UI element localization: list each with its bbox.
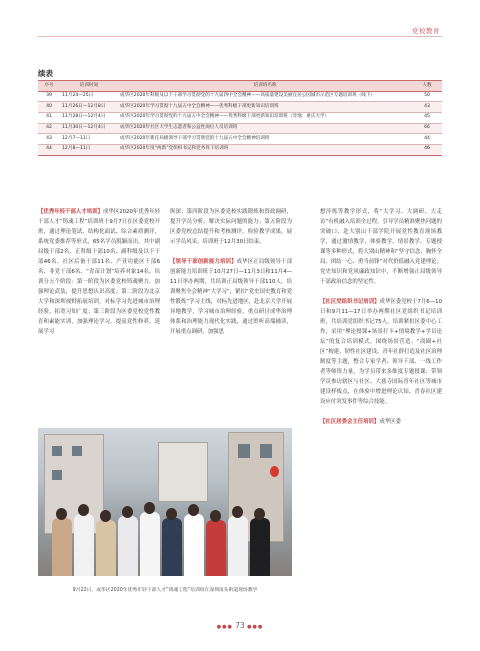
row-index: 44 <box>38 144 60 155</box>
row-date: 12月7—11日 <box>60 134 118 145</box>
group-photo <box>38 428 292 576</box>
section-heading-young-cadres: 【优秀年轻干部人才培训】 <box>38 209 103 215</box>
table-continued-label: 续表 <box>38 69 53 78</box>
table-row <box>38 91 442 102</box>
training-table <box>38 80 442 156</box>
table-row <box>38 134 442 145</box>
section-heading-community-director: 【社区居委会主任培训】 <box>320 419 380 425</box>
page-number-text: 73 <box>235 621 245 630</box>
paragraph-innovation-continued: 想淬炼等教学形式，将“大学习、大调研、大走访”有机融入培训全过程，引导学员精准聚焦问题的突破口；赴大别山干部学院开展党性教育现场教学，通过激情教学、体验教学、情景教学、专题授课等多种形式，将大别山精神和“坚守信念、胸怀全局、团结一心、勇当前锋”对代价值融入党建理论、党史知识和党风廉政知识中，不断增强正局级领导干部政治信念的坚定性。 <box>320 209 442 285</box>
row-index: 43 <box>38 134 60 145</box>
row-date: 11月30日—12月4日 <box>60 123 118 134</box>
paragraph-community-director: 成华区委 <box>379 419 401 425</box>
row-count: 43 <box>412 102 442 113</box>
row-index: 42 <box>38 123 60 134</box>
row-date: 11月28日—12月4日 <box>60 112 118 123</box>
section-tag: 党校教育 <box>412 27 440 35</box>
paragraph-young-cadres-continued: 纵深；第四阶段为区委党校实践锻炼和资政调研，提升学员分析、解决实际问题的能力；第五阶段为区委党校总结提升和考核测评，检验教学成果，展示学员风采。培训班于12月30日结束。 <box>170 209 292 245</box>
row-index: 41 <box>38 112 60 123</box>
section-heading-innovation: 【领导干部创新能力培训】 <box>170 259 237 265</box>
row-class-name: 成华区2020年新任局级领导干部学习贯彻党的十九届五中全会精神培训班 <box>118 134 412 145</box>
paragraph-community-secretary: 成华区委党校于7月6—10日和9月11—17日举办两期社区党组织书记培训班，共培训党组织书记75人。培训紧扣区委中心工作，采用“理论授课+场景打卡+情境教学+学员论坛”的复合培训模式，围绕场景营造、“商圈+社区”构建、韧性社区建设、青年社群打造及社区治理制度等主题，整合专家学者、领导干部、一线工作者等师资力量，为学员带来多维度专题授课；带领学员参访辖区与社区、大慈寺国际青年社区等城市建设样板点，在体验中增进理论认知、青春社区建设应付突发事件等综合技能。 <box>320 299 442 405</box>
row-count: 44 <box>412 134 442 145</box>
article-column-3 <box>320 207 442 607</box>
photo-caption: 9月22日，成华区2020年优秀年轻干部人才“铸魂工程”培训班在深圳南头街道现场教学 <box>72 588 258 593</box>
row-class-name: 成华区2020年社区大学生志愿者和公益性岗位人员培训班 <box>118 123 412 134</box>
article-column-1 <box>38 207 160 419</box>
table-row <box>38 112 442 123</box>
row-count: 50 <box>412 91 442 102</box>
row-date: 11月26日—12月8日 <box>60 102 118 113</box>
row-class-name: 成华区2020年学习贯彻党的十九届五中全会精神——优秀科级干部更新知识培训班（异地：重庆大学） <box>118 112 412 123</box>
header-count: 人数 <box>412 81 442 92</box>
paragraph-young-cadres: 成华区2020年优秀年轻干部人才“铸魂工程”培训班于9月7日在区委党校开班，通过理论笔试、结构化面试、综合素质测评，系统党委推荐等形式，65名学员脱颖而出，其中副局级干部2名、正科级干部10名、副科级及以下干部46名、社区后备干部11名、产业功能区干部6名、非党干部6名、“青苗计划”培养对象14名。培训分五个阶段：第一阶段为区委党校铸魂聚力，加强理论武装，提升思想认识高度；第二阶段为北京大学和深圳视野拓展培训，对标学习先进城市治理经验，拓宽习知广度；第三阶段为区委党校党性教育和素能实训，加强理论学习，提高党性修养，延展学习 <box>38 209 160 335</box>
header-divider <box>38 36 442 37</box>
header-index: 序号 <box>38 81 60 92</box>
table-row <box>38 144 442 155</box>
table-header-row <box>38 81 442 92</box>
row-class-name: 成华区2020年度“两新”党组织书记和党务骨干培训班 <box>118 144 412 155</box>
row-date: 12月8—11日 <box>60 144 118 155</box>
row-count: 46 <box>412 144 442 155</box>
row-date: 11月24—25日 <box>60 91 118 102</box>
page-ornament-right: ●●● <box>247 624 264 630</box>
paragraph-innovation: 成华区正局级领导干部创新能力培训班于10月27日—11月3日和11月4—11日举办两期，共培训正局级领导干部110人。培训聚焦全会精神“大学习”，紧扣“党史国史教育和党性锻炼”学习主线，对标先进地区，赴北京大学开展异地教学，学习城市治理经验，重点研讨成华治理体系和治理能力现代化实践，通过聆听高端辅读，开展重点调研，加强思 <box>170 259 292 335</box>
row-count: 66 <box>412 123 442 134</box>
header-date: 培训时间 <box>60 81 118 92</box>
row-class-name: 成华区2020年学习贯彻十九届五中全会精神——优秀科级干部更新知识培训班 <box>118 102 412 113</box>
section-heading-community-secretary: 【社区党组织书记培训】 <box>320 299 380 305</box>
header-class-name: 培训班名称 <box>118 81 412 92</box>
article-column-2 <box>170 207 292 419</box>
table-row <box>38 123 442 134</box>
row-count: 45 <box>412 112 442 123</box>
row-index: 40 <box>38 102 60 113</box>
page-ornament-left: ●●● <box>216 624 233 630</box>
row-class-name: 成华区2020年科级及以下干部学习贯彻党的十九届四中全会精神——高质量建设美丽宜居公园城市示范区专题培训班（线下） <box>118 91 412 102</box>
page-number <box>0 621 480 630</box>
table-row <box>38 102 442 113</box>
row-index: 39 <box>38 91 60 102</box>
